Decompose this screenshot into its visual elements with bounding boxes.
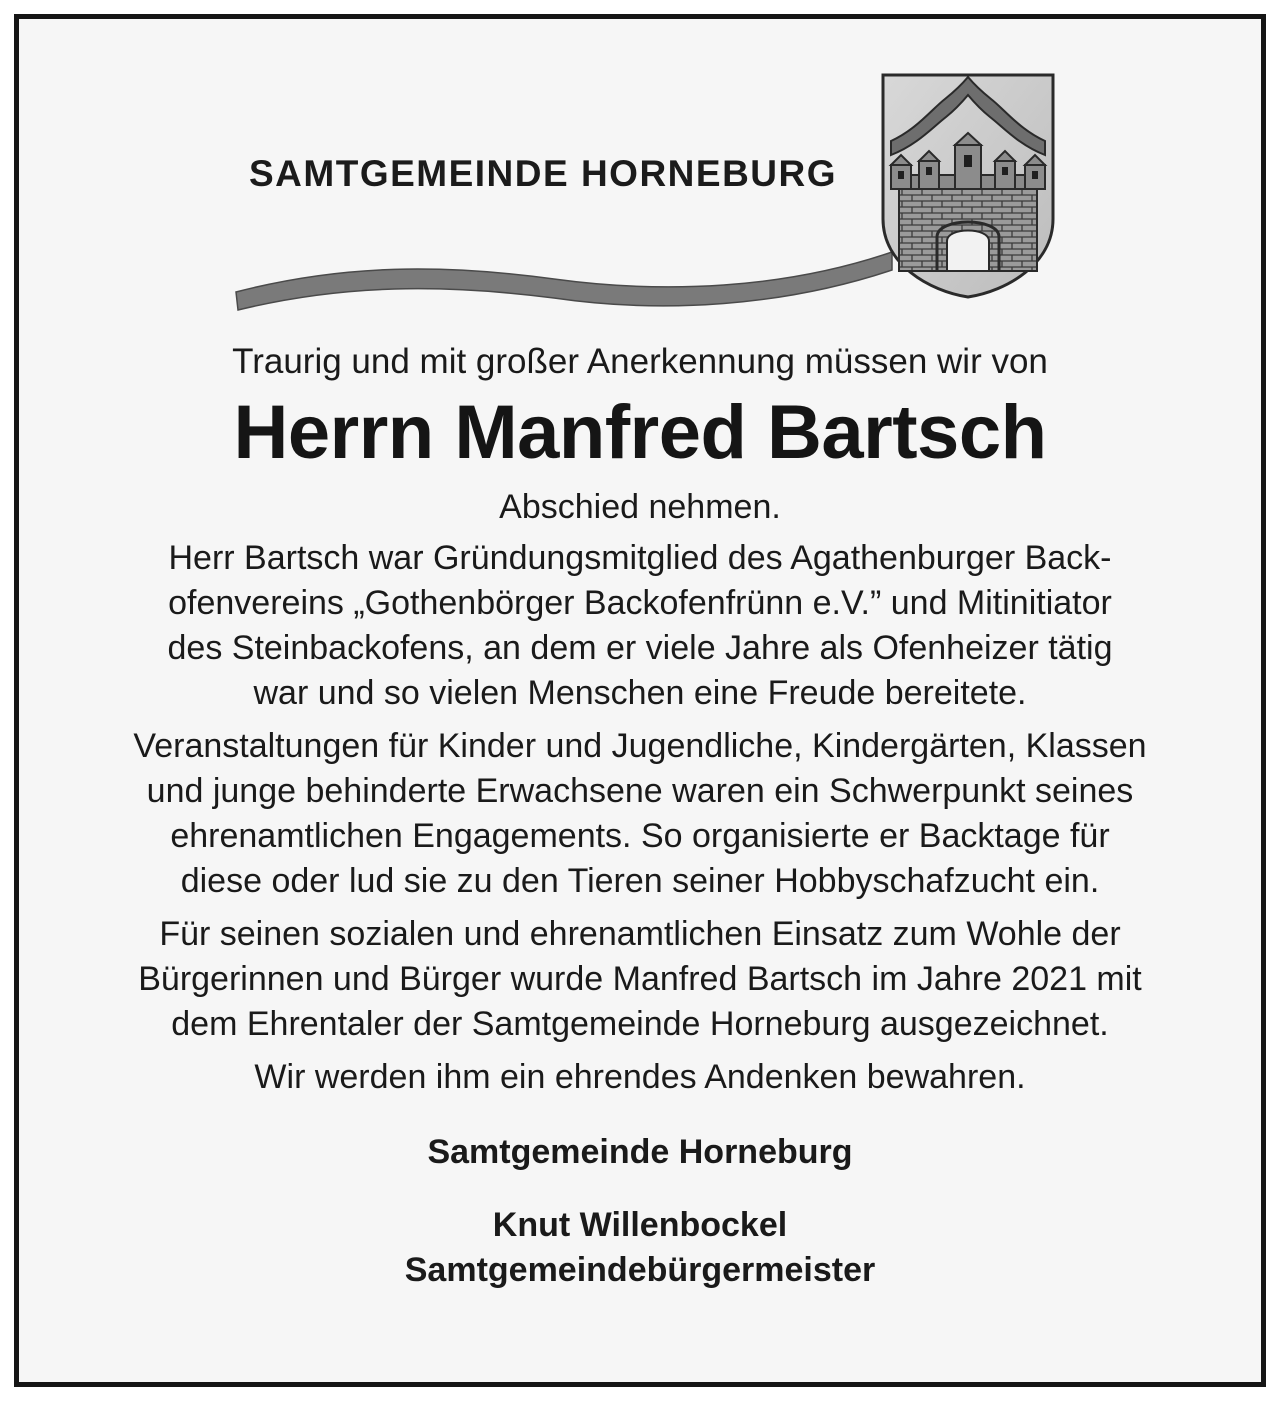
- text-line: diese oder lud sie zu den Tieren seiner Hobbyschafzucht ein.: [180, 862, 1100, 900]
- text-line: des Steinbackofens, an dem er viele Jahre als Ofenheizer tätig: [167, 629, 1113, 667]
- text-line: Veranstaltungen für Kinder und Jugendliche, Kindergärten, Klassen: [133, 727, 1147, 765]
- header: [19, 19, 1261, 349]
- coat-of-arms-icon: [877, 69, 1059, 301]
- text-line: ehrenamtlichen Engagements. So organisierte er Backtage für: [170, 817, 1110, 855]
- text-line: Bürgerinnen und Bürger wurde Manfred Bartsch im Jahre 2021 mit: [138, 960, 1142, 998]
- paragraph-founding: [40, 536, 1240, 716]
- text-line: Für seinen sozialen und ehrenamtlichen Einsatz zum Wohle der: [159, 915, 1121, 953]
- text-line: ofenvereins „Gothenbörger Backofenfrünn e.V.” und Mitinitiator: [168, 584, 1112, 622]
- signature-organization: Samtgemeinde Horneburg: [427, 1133, 853, 1171]
- text-line: dem Ehrentaler der Samtgemeinde Horneburg ausgezeichnet.: [171, 1005, 1109, 1043]
- signature-title: Samtgemeindebürgermeister: [404, 1251, 876, 1289]
- deceased-name: Herrn Manfred Bartsch: [233, 390, 1047, 475]
- wave-logo-icon: [224, 234, 904, 324]
- text-line: war und so vielen Menschen eine Freude bereitete.: [253, 674, 1027, 712]
- notice-content: [19, 341, 1261, 1293]
- farewell-text: Abschied nehmen.: [499, 488, 781, 526]
- obituary-notice: [14, 14, 1266, 1387]
- org-logo-text: SAMTGEMEINDE HORNEBURG: [249, 153, 838, 194]
- signature-person: Knut Willenbockel: [492, 1206, 788, 1244]
- closing-text: Wir werden ihm ein ehrendes Andenken bewahren.: [254, 1058, 1026, 1096]
- text-line: und junge behinderte Erwachsene waren ein Schwerpunkt seines: [146, 772, 1134, 810]
- paragraph-award: [40, 912, 1240, 1047]
- intro-text: Traurig und mit großer Anerkennung müssen wir von: [232, 342, 1048, 381]
- text-line: Herr Bartsch war Gründungsmitglied des Agathenburger Back-: [168, 539, 1112, 577]
- paragraph-engagement: [40, 724, 1240, 904]
